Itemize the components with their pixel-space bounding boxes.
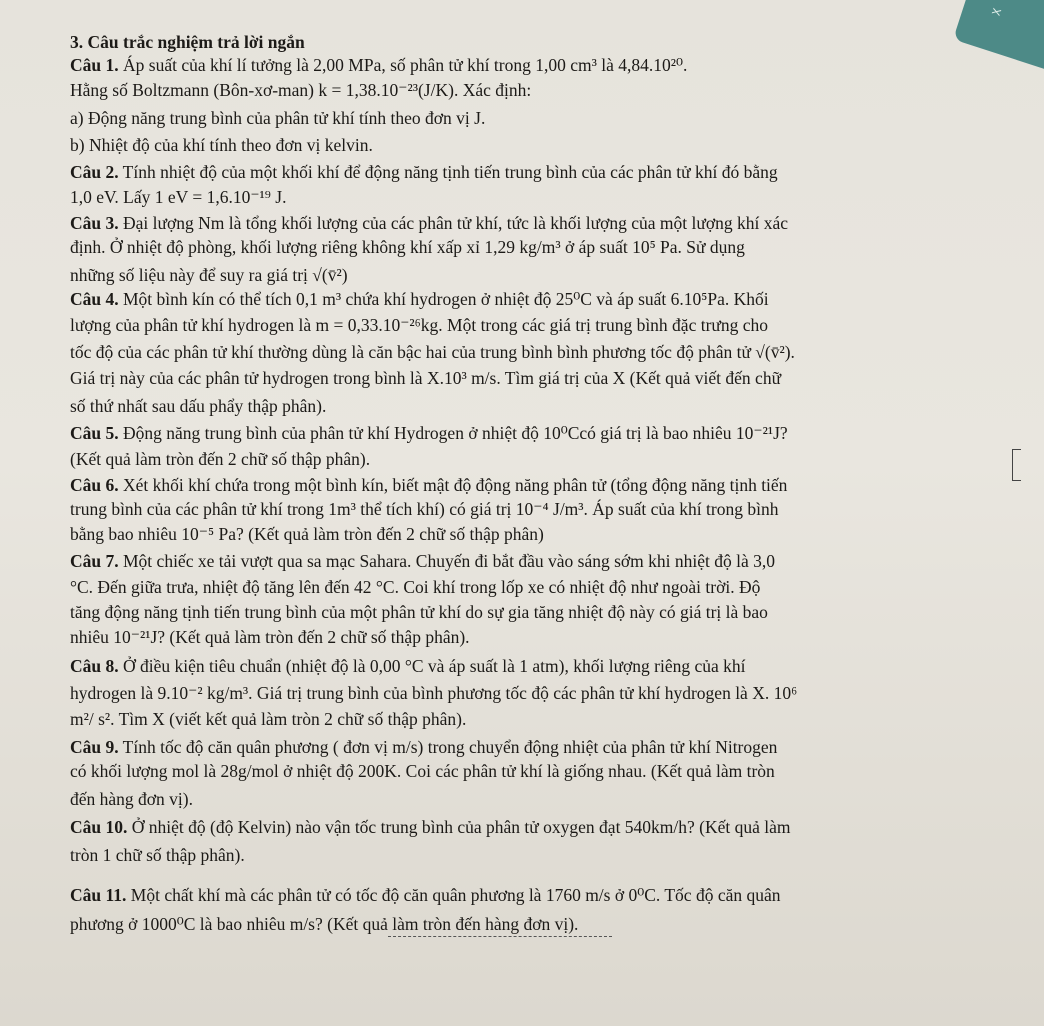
question-line (70, 186, 286, 208)
question-text: nhiêu 10⁻²¹J? (Kết quả làm tròn đến 2 chữ số thập phân). (70, 627, 470, 647)
question-text: định. Ở nhiệt độ phòng, khối lượng riêng không khí xấp xỉ 1,29 kg/m³ ở áp suất 10⁵ Pa. Sử dụng (70, 237, 745, 257)
question-line (70, 212, 788, 234)
question-line (70, 523, 544, 545)
question-line (70, 448, 370, 470)
question-text: b) Nhiệt độ của khí tính theo đơn vị kelvin. (70, 135, 373, 155)
question-text: °C. Đến giữa trưa, nhiệt độ tăng lên đến 42 °C. Coi khí trong lốp xe có nhiệt độ như ngoài trời. Độ (70, 577, 761, 597)
question-line (70, 422, 788, 444)
question-number: Câu 3. (70, 213, 119, 233)
question-line (70, 760, 775, 782)
question-line (70, 107, 485, 129)
question-number: Câu 8. (70, 656, 119, 676)
question-line (70, 884, 781, 906)
question-text: m²/ s². Tìm X (viết kết quả làm tròn 2 chữ số thập phân). (70, 709, 467, 729)
question-text: tròn 1 chữ số thập phân). (70, 845, 245, 865)
question-line (70, 626, 470, 648)
question-line (70, 844, 245, 866)
question-line (70, 788, 193, 810)
question-text: Hằng số Boltzmann (Bôn-xơ-man) k = 1,38.10⁻²³(J/K). Xác định: (70, 80, 532, 100)
question-text: tốc độ của các phân tử khí thường dùng là căn bậc hai của trung bình bình phương tốc độ phân tử √(v̄²). (70, 342, 795, 362)
answer-underline (388, 936, 612, 937)
question-line (70, 161, 778, 183)
question-text: trung bình của các phân tử khí trong 1m³ thể tích khí) có giá trị 10⁻⁴ J/m³. Áp suất của khí trong bình (70, 499, 779, 519)
question-number: Câu 5. (70, 423, 119, 443)
question-text: lượng của phân tử khí hydrogen là m = 0,33.10⁻²⁶kg. Một trong các giá trị trung bình đặc trưng cho (70, 315, 769, 335)
question-text: Tính tốc độ căn quân phương ( đơn vị m/s) trong chuyển động nhiệt của phân tử khí Nitrogen (118, 737, 778, 757)
question-text: Giá trị này của các phân tử hydrogen trong bình là X.10³ m/s. Tìm giá trị của X (Kết quả viết đến chữ (70, 368, 782, 388)
question-line (70, 79, 531, 101)
question-number: Câu 7. (70, 551, 119, 571)
question-line (70, 395, 326, 417)
question-text: Một chiếc xe tải vượt qua sa mạc Sahara. Chuyến đi bắt đầu vào sáng sớm khi nhiệt độ là 3,0 (118, 551, 776, 571)
question-text: bằng bao nhiêu 10⁻⁵ Pa? (Kết quả làm tròn đến 2 chữ số thập phân) (70, 524, 544, 544)
question-text: Tính nhiệt độ của một khối khí để động năng tịnh tiến trung bình của các phân tử khí đó bằng (118, 162, 778, 182)
question-text: số thứ nhất sau dấu phẩy thập phân). (70, 396, 327, 416)
question-number: Câu 11. (70, 885, 127, 905)
question-number: Câu 9. (70, 737, 119, 757)
question-line (70, 236, 745, 258)
question-line (70, 134, 373, 156)
question-line (70, 498, 778, 520)
question-number: Câu 4. (70, 289, 119, 309)
question-line (70, 54, 687, 76)
question-text: tăng động năng tịnh tiến trung bình của một phân tử khí do sự gia tăng nhiệt độ này có giá trị là bao (70, 602, 768, 622)
margin-bracket-mark (1012, 449, 1021, 481)
question-text: (Kết quả làm tròn đến 2 chữ số thập phân). (70, 449, 371, 469)
question-line (70, 655, 746, 677)
question-text: hydrogen là 9.10⁻² kg/m³. Giá trị trung bình của bình phương tốc độ các phân tử khí hydrogen là X. 10⁶ (70, 683, 798, 703)
question-number: Câu 1. (70, 55, 119, 75)
question-line (70, 682, 797, 704)
question-text: 1,0 eV. Lấy 1 eV = 1,6.10⁻¹⁹ J. (70, 187, 287, 207)
question-number: Câu 2. (70, 162, 119, 182)
question-line (70, 341, 795, 363)
question-text: Ở nhiệt độ (độ Kelvin) nào vận tốc trung bình của phân tử oxygen đạt 540km/h? (Kết quả làm (127, 817, 791, 837)
question-number: Câu 6. (70, 475, 119, 495)
question-line (70, 816, 791, 838)
question-text: Một chất khí mà các phân tử có tốc độ căn quân phương là 1760 m/s ở 0⁰C. Tốc độ căn quân (126, 885, 781, 905)
question-line (70, 708, 466, 730)
question-line (70, 314, 768, 336)
question-text: Đại lượng Nm là tổng khối lượng của các phân tử khí, tức là khối lượng của một lượng khí xác (118, 213, 788, 233)
question-text: có khối lượng mol là 28g/mol ở nhiệt độ 200K. Coi các phân tử khí là giống nhau. (Kết quả làm tròn (70, 761, 775, 781)
question-line (70, 550, 775, 572)
question-text: đến hàng đơn vị). (70, 789, 193, 809)
question-text: Xét khối khí chứa trong một bình kín, biết mật độ động năng phân tử (tổng động năng tịnh tiến (118, 475, 788, 495)
question-number: Câu 10. (70, 817, 128, 837)
question-line (70, 601, 768, 623)
question-text: Áp suất của khí lí tưởng là 2,00 MPa, số phân tử khí trong 1,00 cm³ là 4,84.10²⁰. (118, 55, 688, 75)
question-text: những số liệu này để suy ra giá trị √(v̄²) (70, 265, 348, 285)
corner-label: X (989, 6, 1005, 18)
question-line (70, 736, 777, 758)
question-text: Ở điều kiện tiêu chuẩn (nhiệt độ là 0,00 °C và áp suất là 1 atm), khối lượng riêng của khí (118, 656, 746, 676)
page-corner-tab (953, 0, 1044, 76)
question-text: phương ở 1000⁰C là bao nhiêu m/s? (Kết quả làm tròn đến hàng đơn vị). (70, 914, 579, 934)
question-line (70, 474, 787, 496)
question-text: a) Động năng trung bình của phân tử khí tính theo đơn vị J. (70, 108, 486, 128)
question-line (70, 367, 781, 389)
question-text: Một bình kín có thể tích 0,1 m³ chứa khí hydrogen ở nhiệt độ 25⁰C và áp suất 6.10⁵Pa. Khối (118, 289, 769, 309)
question-line (70, 264, 348, 286)
section-title: 3. Câu trắc nghiệm trả lời ngắn (70, 32, 305, 52)
question-text: Động năng trung bình của phân tử khí Hydrogen ở nhiệt độ 10⁰Ccó giá trị là bao nhiêu 10⁻²¹J? (118, 423, 788, 443)
question-line (70, 576, 760, 598)
question-line (70, 913, 578, 935)
question-line (70, 288, 769, 310)
